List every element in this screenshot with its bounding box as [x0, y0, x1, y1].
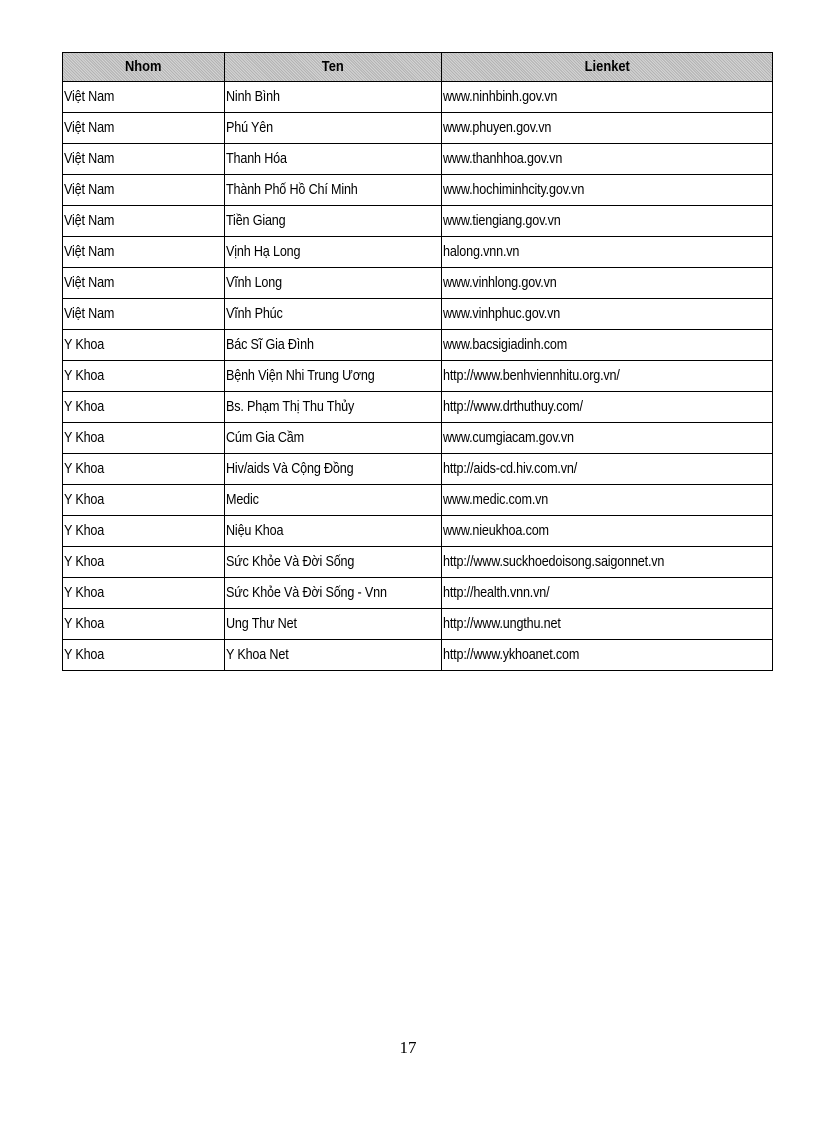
cell-ten: Bác Sĩ Gia Đình — [225, 330, 442, 361]
table-header-row — [63, 53, 773, 82]
table-row — [63, 609, 773, 640]
table-row — [63, 268, 773, 299]
cell-ten: Bs. Phạm Thị Thu Thủy — [225, 392, 442, 423]
table-row — [63, 175, 773, 206]
cell-lienket: www.tiengiang.gov.vn — [442, 206, 773, 237]
cell-lienket: www.ninhbinh.gov.vn — [442, 82, 773, 113]
cell-ten: Tiền Giang — [225, 206, 442, 237]
cell-lienket: http://www.ungthu.net — [442, 609, 773, 640]
cell-nhom: Việt Nam — [63, 175, 225, 206]
cell-ten: Vĩnh Phúc — [225, 299, 442, 330]
table-row — [63, 454, 773, 485]
cell-ten: Niệu Khoa — [225, 516, 442, 547]
table-row — [63, 392, 773, 423]
cell-nhom: Việt Nam — [63, 206, 225, 237]
cell-nhom: Y Khoa — [63, 392, 225, 423]
cell-lienket: http://aids-cd.hiv.com.vn/ — [442, 454, 773, 485]
table-row — [63, 578, 773, 609]
table-row — [63, 516, 773, 547]
cell-ten: Cúm Gia Cầm — [225, 423, 442, 454]
table-row — [63, 547, 773, 578]
cell-nhom: Y Khoa — [63, 485, 225, 516]
cell-lienket: www.vinhlong.gov.vn — [442, 268, 773, 299]
header-lienket: Lienket — [442, 53, 773, 82]
table-row — [63, 82, 773, 113]
cell-lienket: http://www.drthuthuy.com/ — [442, 392, 773, 423]
table-row — [63, 485, 773, 516]
cell-ten: Sức Khỏe Và Đời Sống - Vnn — [225, 578, 442, 609]
cell-lienket: www.thanhhoa.gov.vn — [442, 144, 773, 175]
cell-lienket: www.hochiminhcity.gov.vn — [442, 175, 773, 206]
cell-nhom: Y Khoa — [63, 361, 225, 392]
cell-ten: Thành Phố Hồ Chí Minh — [225, 175, 442, 206]
cell-nhom: Việt Nam — [63, 113, 225, 144]
cell-lienket: www.nieukhoa.com — [442, 516, 773, 547]
cell-nhom: Việt Nam — [63, 82, 225, 113]
cell-lienket: www.cumgiacam.gov.vn — [442, 423, 773, 454]
cell-ten: Bệnh Viện Nhi Trung Ương — [225, 361, 442, 392]
cell-nhom: Việt Nam — [63, 237, 225, 268]
table-row — [63, 206, 773, 237]
page-number: 17 — [399, 1038, 417, 1057]
cell-ten: Ninh Bình — [225, 82, 442, 113]
header-ten: Ten — [225, 53, 442, 82]
table-row — [63, 330, 773, 361]
header-nhom: Nhom — [63, 53, 225, 82]
cell-ten: Hiv/aids Và Cộng Đồng — [225, 454, 442, 485]
table-row — [63, 361, 773, 392]
links-table — [62, 52, 773, 671]
cell-ten: Sức Khỏe Và Đời Sống — [225, 547, 442, 578]
cell-ten: Y Khoa Net — [225, 640, 442, 671]
cell-ten: Thanh Hóa — [225, 144, 442, 175]
cell-ten: Vịnh Hạ Long — [225, 237, 442, 268]
cell-nhom: Việt Nam — [63, 268, 225, 299]
cell-lienket: http://health.vnn.vn/ — [442, 578, 773, 609]
cell-lienket: http://www.suckhoedoisong.saigonnet.vn — [442, 547, 773, 578]
table-row — [63, 640, 773, 671]
cell-ten: Ung Thư Net — [225, 609, 442, 640]
cell-lienket: halong.vnn.vn — [442, 237, 773, 268]
cell-nhom: Y Khoa — [63, 578, 225, 609]
table-row — [63, 299, 773, 330]
cell-nhom: Việt Nam — [63, 144, 225, 175]
cell-ten: Vĩnh Long — [225, 268, 442, 299]
cell-nhom: Y Khoa — [63, 423, 225, 454]
table-row — [63, 113, 773, 144]
cell-lienket: www.vinhphuc.gov.vn — [442, 299, 773, 330]
cell-nhom: Việt Nam — [63, 299, 225, 330]
cell-lienket: www.bacsigiadinh.com — [442, 330, 773, 361]
cell-nhom: Y Khoa — [63, 640, 225, 671]
cell-nhom: Y Khoa — [63, 330, 225, 361]
table-row — [63, 423, 773, 454]
cell-lienket: www.phuyen.gov.vn — [442, 113, 773, 144]
cell-nhom: Y Khoa — [63, 547, 225, 578]
cell-nhom: Y Khoa — [63, 516, 225, 547]
cell-ten: Phú Yên — [225, 113, 442, 144]
table-row — [63, 144, 773, 175]
cell-lienket: http://www.ykhoanet.com — [442, 640, 773, 671]
cell-lienket: http://www.benhviennhitu.org.vn/ — [442, 361, 773, 392]
cell-nhom: Y Khoa — [63, 454, 225, 485]
cell-ten: Medic — [225, 485, 442, 516]
table-row — [63, 237, 773, 268]
cell-lienket: www.medic.com.vn — [442, 485, 773, 516]
cell-nhom: Y Khoa — [63, 609, 225, 640]
table-body — [63, 82, 773, 671]
